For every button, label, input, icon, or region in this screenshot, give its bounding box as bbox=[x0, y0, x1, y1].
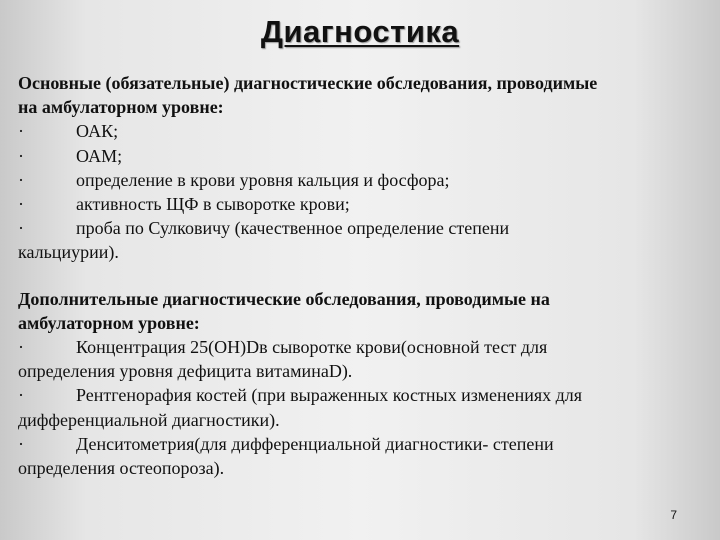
section-spacer bbox=[18, 265, 708, 287]
section1-heading-line1: Основные (обязательные) диагностические обследования, проводимые bbox=[18, 73, 598, 93]
bullet-marker: · bbox=[18, 433, 24, 454]
bullet-marker: · bbox=[18, 337, 24, 358]
bullet-marker: · bbox=[18, 218, 24, 239]
list-item bbox=[18, 335, 708, 359]
list-item-continuation: определения уровня дефицита витаминаD). bbox=[18, 361, 353, 382]
list-item-continuation: определения остеопороза). bbox=[18, 458, 225, 479]
bullet-marker: · bbox=[18, 169, 24, 190]
list-item bbox=[18, 432, 708, 456]
list-item-text: Рентгенорафия костей (при выраженных костных изменениях для bbox=[76, 385, 583, 406]
page-number: 7 bbox=[670, 508, 677, 522]
bullet-marker: · bbox=[18, 385, 24, 406]
list-item bbox=[18, 192, 708, 216]
list-item bbox=[18, 216, 708, 240]
list-item-text: ОАК; bbox=[76, 121, 119, 142]
list-item-continuation: кальциурии). bbox=[18, 242, 119, 263]
list-item-text: Концентрация 25(ОН)Dв сыворотке крови(основной тест для bbox=[76, 337, 548, 358]
section2-heading-line2: амбулаторном уровне: bbox=[18, 312, 200, 333]
list-item bbox=[18, 168, 708, 192]
bullet-marker: · bbox=[18, 145, 24, 166]
list-item-text: проба по Сулковичу (качественное определение степени bbox=[76, 218, 510, 239]
list-item-text: ОАМ; bbox=[76, 145, 123, 166]
section2-heading-line1: Дополнительные диагностические обследования, проводимые на bbox=[18, 288, 550, 309]
slide-content bbox=[18, 71, 708, 480]
list-item-text: определение в крови уровня кальция и фосфора; bbox=[76, 169, 450, 190]
list-item-text: Денситометрия(для дифференциальной диагностики- степени bbox=[76, 433, 554, 454]
list-item-continuation: дифференциальной диагностики). bbox=[18, 409, 280, 430]
page-title: Диагностика bbox=[260, 14, 460, 49]
list-item bbox=[18, 383, 708, 407]
list-item bbox=[18, 144, 708, 168]
list-item-text: активность ЩФ в сыворотке крови; bbox=[76, 194, 350, 215]
bullet-marker: · bbox=[18, 194, 24, 215]
section1-heading-line2: на амбулаторном уровне: bbox=[18, 97, 224, 118]
list-item bbox=[18, 119, 708, 143]
bullet-marker: · bbox=[18, 121, 24, 142]
